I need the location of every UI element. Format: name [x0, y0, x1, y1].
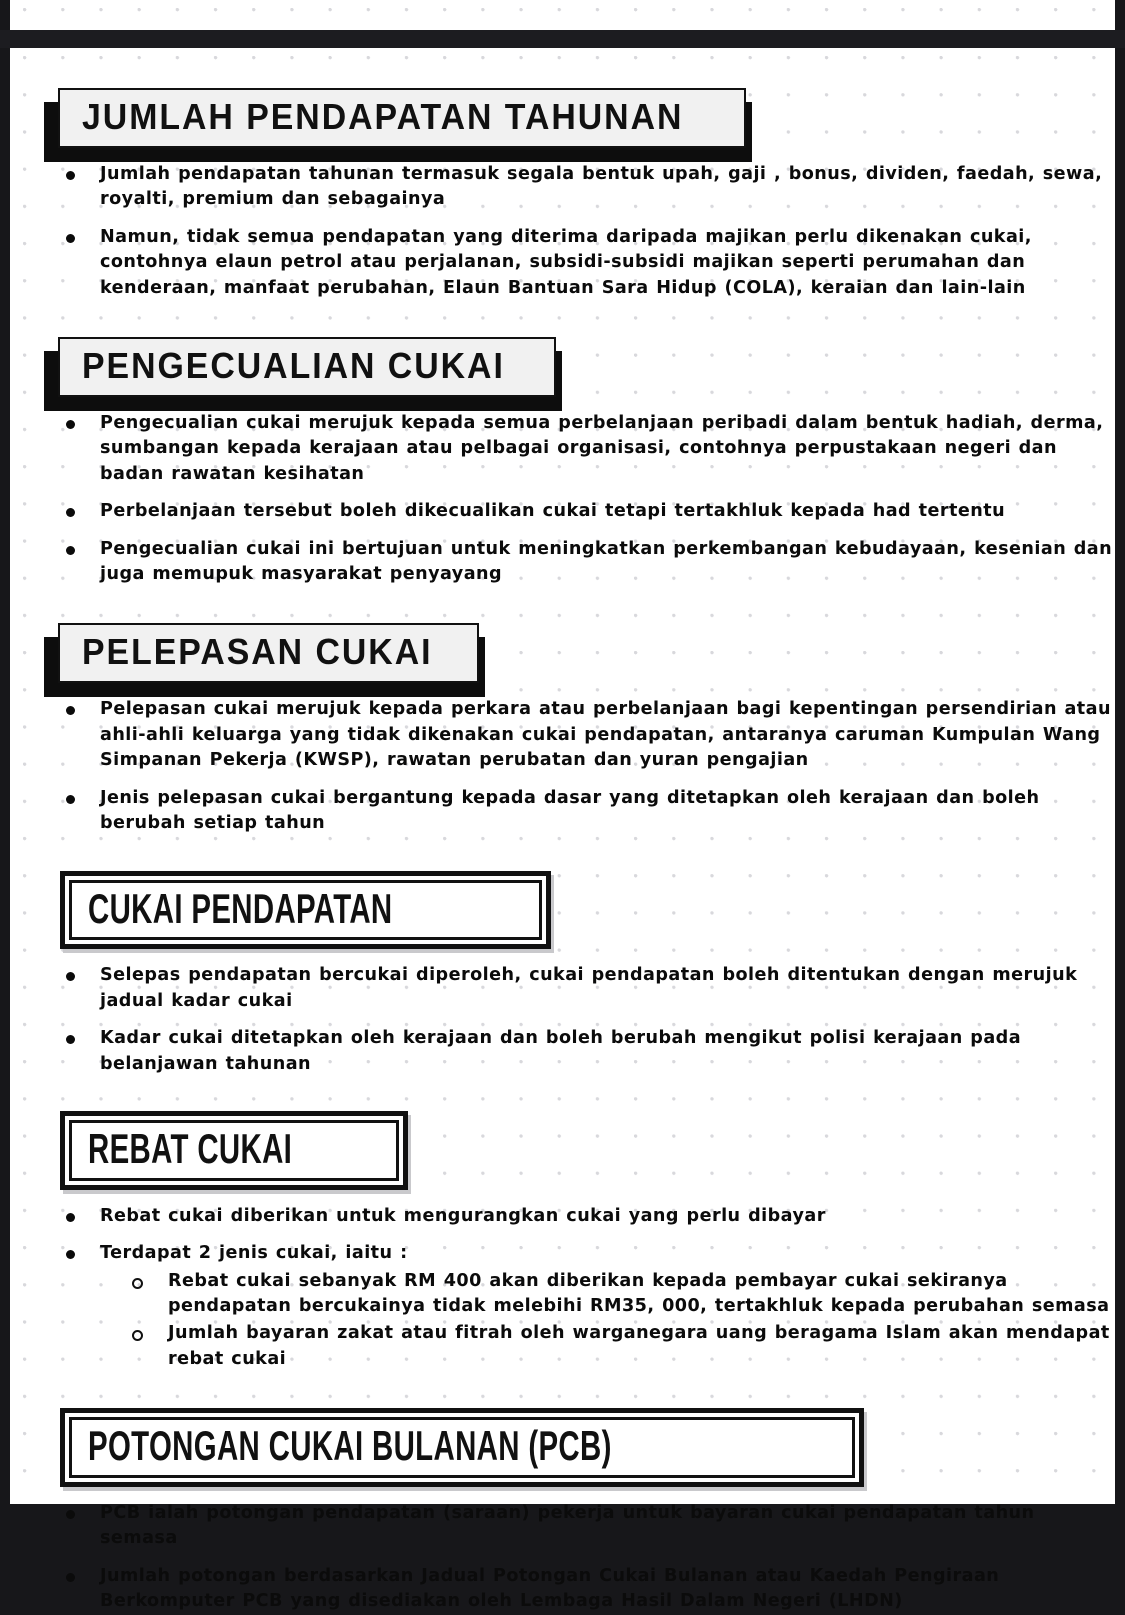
list-item — [60, 697, 1115, 773]
top-spacer — [10, 48, 1115, 88]
bullet-text: Jenis pelepasan cukai bergantung kepada dasar yang ditetapkan oleh kerajaan dan boleh berubah setiap tahun — [100, 787, 1040, 834]
heading-double-frame — [60, 871, 551, 950]
section-cukai-pendapatan — [10, 871, 1115, 1077]
section-heading-text: PENGECUALIAN CUKAI — [82, 345, 505, 387]
bullet-dot-icon — [66, 508, 75, 517]
section-heading-wrap — [10, 88, 1115, 148]
bullet-text: Namun, tidak semua pendapatan yang diterima daripada majikan perlu dikenakan cukai, contohnya elaun petrol atau perjalanan, subsidi-subsidi majikan seperti perumahan dan kenderaan, manfaat perubahan, Elaun Bantuan Sara Hidup (COLA), keraian dan lain-lain — [100, 226, 1032, 298]
section-spacer — [10, 587, 1115, 623]
heading-double-frame — [60, 1111, 408, 1190]
section-rebat-cukai — [10, 1111, 1115, 1372]
section-heading-wrap — [10, 1408, 1115, 1487]
section-pengecualian-cukai — [10, 337, 1115, 587]
page-content — [10, 48, 1115, 1615]
bullet-dot-icon — [66, 1035, 75, 1044]
bullet-list — [10, 1501, 1115, 1615]
section-spacer — [10, 301, 1115, 337]
heading-plate-shadow — [58, 623, 479, 683]
bullet-list — [10, 162, 1115, 301]
bullet-dot-icon — [66, 1213, 75, 1222]
bullet-dot-icon — [66, 706, 75, 715]
notes-page — [10, 48, 1115, 1612]
bullet-dot-icon — [66, 1510, 75, 1519]
bullet-dot-icon — [66, 1250, 75, 1259]
bullet-text: Rebat cukai diberikan untuk mengurangkan cukai yang perlu dibayar — [100, 1205, 826, 1226]
bullet-dot-icon — [66, 795, 75, 804]
sub-bullet-text: Rebat cukai sebanyak RM 400 akan diberikan kepada pembayar cukai sekiranya pendapatan bercukainya tidak melebihi RM35, 000, tertakhluk kepada perubahan semasa — [168, 1270, 1110, 1316]
bullet-text: Pengecualian cukai merujuk kepada semua perbelanjaan peribadi dalam bentuk hadiah, derma, sumbangan kepada kerajaan atau pelbagai organisasi, contohnya perpustakaan negeri dan badan rawatan kesihatan — [100, 413, 1104, 484]
bullet-list — [10, 697, 1115, 836]
bullet-dot-icon — [66, 234, 75, 243]
section-heading-wrap — [10, 623, 1115, 683]
heading-plate-shadow — [58, 337, 556, 397]
section-spacer — [10, 1077, 1115, 1111]
section-heading-text: CUKAI PENDAPATAN — [88, 884, 393, 932]
heading-plate-shadow — [58, 88, 746, 148]
bullet-dot-icon — [66, 420, 75, 429]
bullet-dot-icon — [66, 1573, 75, 1582]
bullet-text: Terdapat 2 jenis cukai, iaitu : — [100, 1243, 408, 1264]
section-heading-wrap — [10, 871, 1115, 950]
page-separator — [0, 30, 1125, 48]
bullet-dot-icon — [66, 972, 75, 981]
list-item — [60, 225, 1115, 301]
section-spacer — [10, 837, 1115, 871]
bullet-text: PCB ialah potongan pendapatan (saraan) pekerja untuk bayaran cukai pendapatan tahun semasa — [100, 1503, 1035, 1549]
list-item — [60, 162, 1115, 213]
list-item — [60, 1026, 1115, 1077]
bullet-text: Pengecualian cukai ini bertujuan untuk meningkatkan perkembangan kebudayaan, kesenian dan juga memupuk masyarakat penyayang — [100, 538, 1113, 585]
bullet-list — [10, 1204, 1115, 1372]
section-heading-text: PELEPASAN CUKAI — [82, 631, 433, 673]
section-potongan-cukai-bulanan — [10, 1408, 1115, 1614]
list-item — [60, 963, 1115, 1014]
sub-list-item — [128, 1269, 1115, 1320]
bullet-text: Selepas pendapatan bercukai diperoleh, cukai pendapatan boleh ditentukan dengan merujuk jadual kadar cukai — [100, 965, 1078, 1011]
section-heading-wrap — [10, 337, 1115, 397]
section-heading-wrap — [10, 1111, 1115, 1190]
bullet-text: Jumlah potongan berdasarkan Jadual Potongan Cukai Bulanan atau Kaedah Pengiraan Berkomputer PCB yang disediakan oleh Lembaga Hasil Dalam Negeri (LHDN) — [100, 1565, 1000, 1612]
sub-list-item — [128, 1321, 1115, 1372]
bullet-dot-icon — [66, 171, 75, 180]
list-item — [60, 411, 1115, 487]
list-item — [60, 537, 1115, 588]
section-pelepasan-cukai — [10, 623, 1115, 836]
bullet-text: Jumlah pendapatan tahunan termasuk segala bentuk upah, gaji , bonus, dividen, faedah, sewa, royalti, premium dan sebagainya — [100, 164, 1103, 210]
list-item — [60, 1204, 1115, 1229]
list-item — [60, 499, 1115, 524]
sub-bullet-circle-icon — [132, 1278, 143, 1289]
sub-bullet-text: Jumlah bayaran zakat atau fitrah oleh warganegara uang beragama Islam akan mendapat rebat cukai — [168, 1323, 1110, 1369]
bullet-dot-icon — [66, 546, 75, 555]
section-spacer — [10, 1374, 1115, 1408]
list-item — [60, 1564, 1115, 1615]
section-heading-text: POTONGAN CUKAI BULANAN (PCB) — [88, 1422, 612, 1470]
previous-page-sliver — [10, 0, 1115, 30]
section-jumlah-pendapatan-tahunan — [10, 88, 1115, 301]
bullet-text: Perbelanjaan tersebut boleh dikecualikan cukai tetapi tertakhluk kepada had tertentu — [100, 501, 1006, 522]
heading-frame-inner — [69, 880, 542, 941]
heading-plate — [58, 623, 479, 683]
bullet-list — [10, 411, 1115, 587]
sub-bullet-list — [100, 1269, 1115, 1373]
heading-double-frame — [60, 1408, 864, 1487]
heading-frame-inner — [69, 1417, 855, 1478]
list-item — [60, 1501, 1115, 1552]
list-item — [60, 1241, 1115, 1372]
heading-plate — [58, 88, 746, 148]
section-heading-text: REBAT CUKAI — [88, 1124, 293, 1172]
list-item — [60, 786, 1115, 837]
bullet-text: Pelepasan cukai merujuk kepada perkara atau perbelanjaan bagi kepentingan persendirian atau ahli-ahli keluarga yang tidak dikenakan cukai pendapatan, antaranya caruman Kumpulan Wang Simpanan Pekerja (KWSP), rawatan perubatan dan yuran pengajian — [100, 699, 1111, 771]
sub-bullet-circle-icon — [132, 1330, 143, 1341]
section-heading-text: JUMLAH PENDAPATAN TAHUNAN — [82, 96, 684, 137]
bullet-list — [10, 963, 1115, 1077]
bullet-text: Kadar cukai ditetapkan oleh kerajaan dan boleh berubah mengikut polisi kerajaan pada belanjawan tahunan — [100, 1028, 1022, 1074]
heading-plate — [58, 337, 556, 397]
heading-frame-inner — [69, 1120, 399, 1181]
